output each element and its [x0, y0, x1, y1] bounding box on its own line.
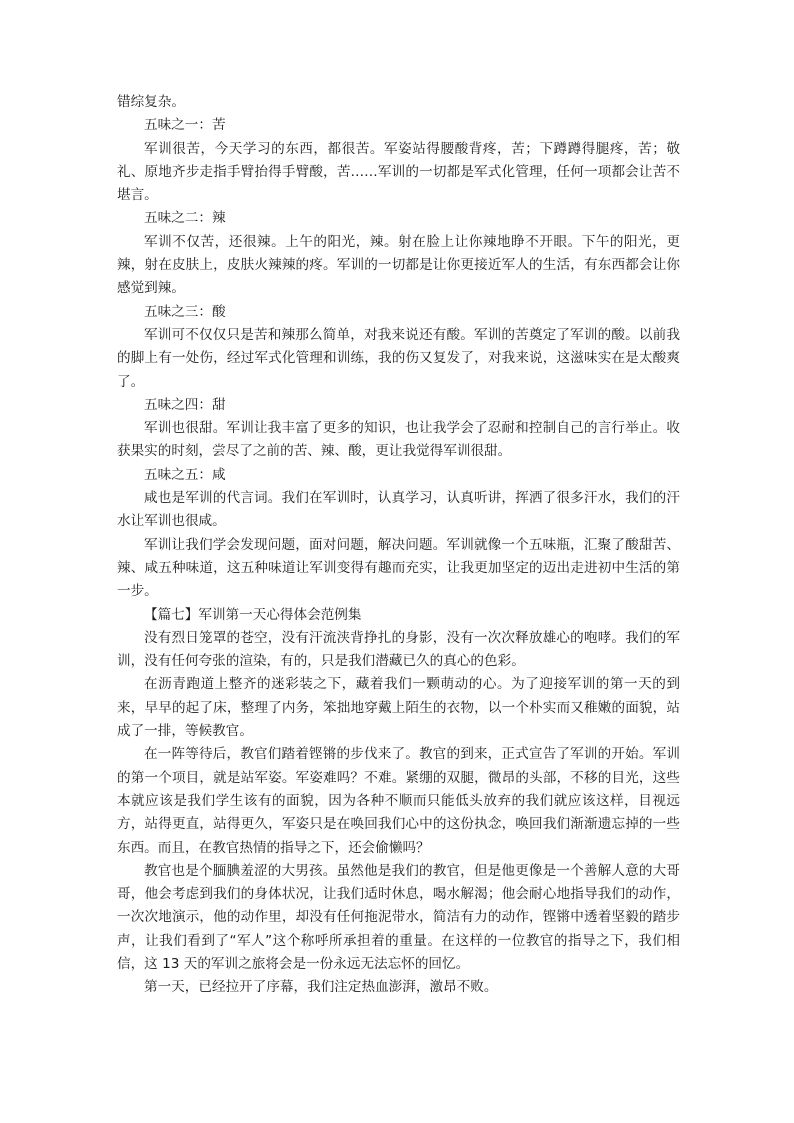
section-heading-1: 五味之一：苦	[144, 117, 226, 134]
paragraph: 咸也是军训的代言词。我们在军训时，认真学习，认真听讲，挥洒了很多汗水，我们的汗水让军训也很咸。	[117, 490, 680, 530]
paragraph: 军训也很甜。军训让我丰富了更多的知识，也让我学会了忍耐和控制自己的言行举止。收获果实的时刻，尝尽了之前的苦、辣、酸，更让我觉得军训很甜。	[117, 420, 680, 460]
paragraph: 军训很苦，今天学习的东西，都很苦。军姿站得腰酸背疼，苦；下蹲蹲得腿疼，苦；敬礼、原地齐步走指手臂抬得手臂酸，苦……军训的一切都是军式化管理，任何一项都会让苦不堪言。	[117, 140, 680, 204]
section-heading-2: 五味之二：辣	[144, 210, 226, 227]
article-title: 【篇七】军训第一天心得体会范例集	[144, 606, 362, 623]
paragraph: 军训让我们学会发现问题，面对问题，解决问题。军训就像一个五味瓶，汇聚了酸甜苦、辣、咸五种味道，这五种味道让军训变得有趣而充实，让我更加坚定的迈出走进初中生活的第一步。	[117, 536, 680, 600]
document-page	[117, 91, 680, 1000]
section-heading-3: 五味之三：酸	[144, 303, 226, 320]
paragraph: 在一阵等待后，教官们踏着铿锵的步伐来了。教官的到来，正式宣告了军训的开始。军训的第一个项目，就是站军姿。军姿难吗？不难。紧绷的双腿，微昂的头部，不移的目光，这些本就应该是我们学生该有的面貌，因为各种不顺而只能低头放弃的我们就应该这样，目视远方，站得更直，站得更久，军姿只是在唤回我们心中的这份执念，唤回我们渐渐遗忘掉的一些东西。而且，在教官热情的指导之下，还会偷懒吗？	[117, 746, 680, 856]
section-heading-4: 五味之四：甜	[144, 396, 226, 413]
paragraph: 第一天，已经拉开了序幕，我们注定热血澎湃，激昂不败。	[144, 979, 498, 996]
paragraph: 教官也是个腼腆羞涩的大男孩。虽然他是我们的教官，但是他更像是一个善解人意的大哥哥，他会考虑到我们的身体状况，让我们适时休息，喝水解渴；他会耐心地指导我们的动作，一次次地演示，他的动作里，却没有任何拖泥带水，简洁有力的动作，铿锵中透着坚毅的踏步声，让我们看到了“军人”这个称呼所承担着的重量。在这样的一位教官的指导之下，我们相信，这 13 天的军训之旅将会是一份永远无法忘怀的回忆。	[117, 862, 680, 972]
paragraph: 在沥青跑道上整齐的迷彩装之下，藏着我们一颗萌动的心。为了迎接军训的第一天的到来，早早的起了床，整理了内务，笨拙地穿戴上陌生的衣物，以一个朴实而又稚嫩的面貌，站成了一排，等候教官。	[117, 676, 680, 740]
paragraph: 军训不仅苦，还很辣。上午的阳光，辣。射在脸上让你辣地睁不开眼。下午的阳光，更辣，射在皮肤上，皮肤火辣辣的疼。军训的一切都是让你更接近军人的生活，有东西都会让你感觉到辣。	[117, 233, 680, 297]
paragraph: 没有烈日笼罩的苍空，没有汗流浃背挣扎的身影，没有一次次释放雄心的咆哮。我们的军训，没有任何夸张的渲染，有的，只是我们潜藏已久的真心的色彩。	[117, 629, 680, 670]
paragraph: 军训可不仅仅只是苦和辣那么简单，对我来说还有酸。军训的苦奠定了军训的酸。以前我的脚上有一处伤，经过军式化管理和训练，我的伤又复发了，对我来说，这滋味实在是太酸爽了。	[117, 326, 680, 390]
section-heading-5: 五味之五：咸	[144, 466, 226, 483]
paragraph-continuation: 错综复杂。	[117, 94, 185, 110]
